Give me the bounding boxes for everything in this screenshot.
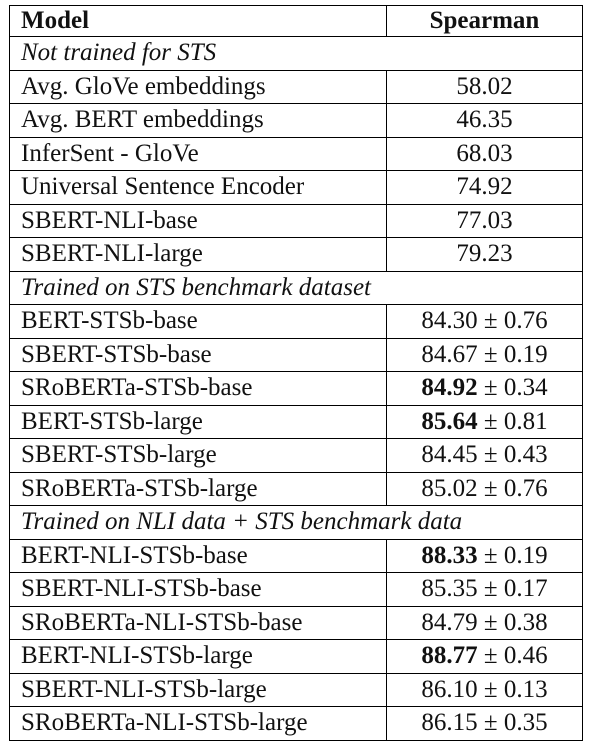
- section-title: Trained on STS benchmark dataset: [10, 271, 583, 305]
- spearman-score-cell: [386, 70, 582, 104]
- model-name-cell: SRoBERTa-STSb-large: [10, 472, 387, 506]
- table-row: [10, 137, 583, 171]
- score-std: ± 0.76: [483, 474, 548, 502]
- table-row: [10, 472, 583, 506]
- score-mean: 58.02: [456, 72, 513, 100]
- model-name-cell: SRoBERTa-STSb-base: [10, 372, 387, 406]
- spearman-score-cell: [386, 305, 582, 339]
- spearman-score-cell: [386, 573, 582, 607]
- table-row: [10, 707, 583, 741]
- model-name-cell: SBERT-STSb-large: [10, 439, 387, 473]
- model-name-cell: SBERT-STSb-base: [10, 338, 387, 372]
- section-header-group: [10, 506, 583, 540]
- score-mean: 86.15: [421, 709, 478, 736]
- model-name-cell: BERT-NLI-STSb-base: [10, 539, 387, 573]
- model-name-cell: BERT-NLI-STSb-large: [10, 640, 387, 674]
- table-row: [10, 70, 583, 104]
- table-row: [10, 673, 583, 707]
- spearman-score-cell: [386, 238, 582, 272]
- spearman-score-cell: [386, 204, 582, 238]
- score-std: ± 0.81: [483, 407, 548, 435]
- row-group: [10, 539, 583, 640]
- spearman-score-cell: [386, 137, 582, 171]
- table-row: [10, 640, 583, 674]
- score-mean: 77.03: [456, 206, 513, 234]
- table-row: [10, 606, 583, 640]
- section-title: Not trained for STS: [10, 37, 583, 71]
- table-row: [10, 238, 583, 272]
- score-mean: 88.77: [421, 642, 478, 669]
- score-mean: 88.33: [421, 541, 478, 569]
- model-name-cell: BERT-STSb-large: [10, 405, 387, 439]
- spearman-score-cell: [386, 707, 582, 741]
- score-mean: 86.10: [421, 675, 478, 703]
- table-row: [10, 104, 583, 138]
- results-table: [9, 5, 583, 741]
- score-std: ± 0.43: [483, 441, 548, 468]
- model-name-cell: BERT-STSb-base: [10, 305, 387, 339]
- score-mean: 84.45: [421, 441, 478, 468]
- score-std: ± 0.13: [483, 675, 548, 703]
- score-std: ± 0.35: [483, 709, 548, 736]
- score-std: ± 0.19: [483, 340, 548, 368]
- score-mean: 84.30: [421, 307, 478, 334]
- section-header-group: [10, 271, 583, 305]
- model-name-cell: SBERT-NLI-large: [10, 238, 387, 272]
- model-column-header: Model: [10, 6, 387, 37]
- model-name-cell: Avg. BERT embeddings: [10, 104, 387, 138]
- section-row: [10, 506, 583, 540]
- score-std: ± 0.19: [483, 541, 548, 569]
- model-name-cell: SRoBERTa-NLI-STSb-large: [10, 707, 387, 741]
- score-mean: 84.79: [421, 608, 478, 636]
- table-row: [10, 338, 583, 372]
- score-std: ± 0.17: [483, 575, 548, 602]
- score-mean: 46.35: [456, 106, 513, 133]
- section-title: Trained on NLI data + STS benchmark data: [10, 506, 583, 540]
- table-row: [10, 573, 583, 607]
- spearman-score-cell: [386, 372, 582, 406]
- header-row: [10, 6, 583, 37]
- spearman-score-cell: [386, 640, 582, 674]
- row-group: [10, 640, 583, 741]
- score-std: ± 0.34: [483, 374, 548, 401]
- section-row: [10, 37, 583, 71]
- section-header-group: [10, 37, 583, 71]
- table-row: [10, 539, 583, 573]
- score-mean: 85.64: [421, 407, 478, 435]
- row-group: [10, 70, 583, 271]
- row-group: [10, 305, 583, 406]
- spearman-score-cell: [386, 606, 582, 640]
- section-row: [10, 271, 583, 305]
- spearman-score-cell: [386, 405, 582, 439]
- score-mean: 84.67: [421, 340, 478, 368]
- model-name-cell: SBERT-NLI-STSb-base: [10, 573, 387, 607]
- table-row: [10, 372, 583, 406]
- table-row: [10, 204, 583, 238]
- spearman-score-cell: [386, 338, 582, 372]
- model-name-cell: Avg. GloVe embeddings: [10, 70, 387, 104]
- score-std: ± 0.38: [483, 608, 548, 636]
- spearman-column-header: Spearman: [386, 6, 582, 37]
- score-mean: 85.02: [421, 474, 478, 502]
- row-group: [10, 405, 583, 506]
- spearman-score-cell: [386, 439, 582, 473]
- score-mean: 79.23: [456, 240, 513, 267]
- model-name-cell: Universal Sentence Encoder: [10, 171, 387, 205]
- spearman-score-cell: [386, 673, 582, 707]
- model-name-cell: SBERT-NLI-STSb-large: [10, 673, 387, 707]
- score-mean: 85.35: [421, 575, 478, 602]
- score-mean: 74.92: [456, 173, 513, 200]
- score-mean: 68.03: [456, 139, 513, 167]
- score-std: ± 0.46: [483, 642, 548, 669]
- table-row: [10, 405, 583, 439]
- model-name-cell: InferSent - GloVe: [10, 137, 387, 171]
- score-mean: 84.92: [421, 374, 478, 401]
- score-std: ± 0.76: [483, 307, 548, 334]
- model-name-cell: SBERT-NLI-base: [10, 204, 387, 238]
- spearman-score-cell: [386, 104, 582, 138]
- model-name-cell: SRoBERTa-NLI-STSb-base: [10, 606, 387, 640]
- table-row: [10, 171, 583, 205]
- spearman-score-cell: [386, 171, 582, 205]
- spearman-score-cell: [386, 472, 582, 506]
- table-row: [10, 305, 583, 339]
- spearman-score-cell: [386, 539, 582, 573]
- table-row: [10, 439, 583, 473]
